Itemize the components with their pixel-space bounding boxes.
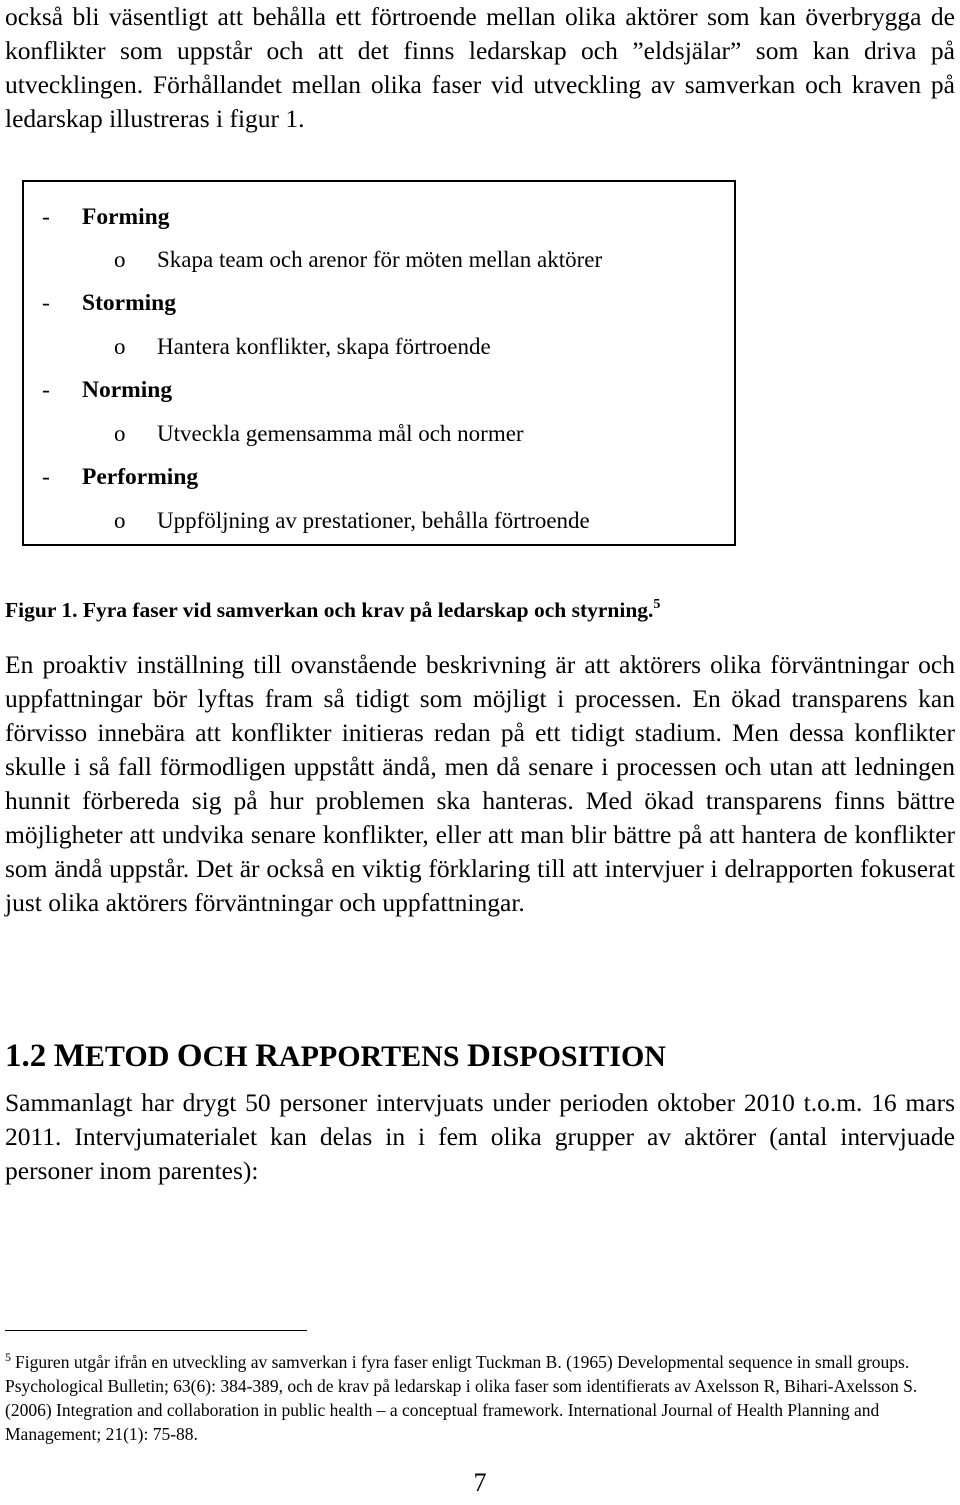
footnote-divider bbox=[5, 1330, 307, 1331]
phase-dash: - bbox=[42, 464, 50, 490]
phase-description: Hantera konflikter, skapa förtroende bbox=[157, 334, 491, 359]
phase-dash: - bbox=[42, 377, 50, 403]
body-paragraph: En proaktiv inställning till ovanstående beskrivning är att aktörers olika förväntningar och uppfattningar bör lyftas fram så tidigt som möjligt i processen. En ökad transparens kan förvisso innebära att konflikter initieras redan på ett tidigt stadium. Men dessa konflikter skulle i så fall förmodligen uppstått ändå, men då senare i processen och utan att ledningen hunnit förbereda sig på hur problemen ska hanteras. Med ökad transparens finns bättre möjligheter att undvika senare konflikter, eller att man blir bättre på att hantera de konflikter som ändå uppstår. Det är också en viktig förklaring till att intervjuer i delrapporten fokuserat just olika aktörers förväntningar och uppfattningar. bbox=[5, 650, 955, 917]
footnote bbox=[5, 1345, 955, 1446]
bullet-marker: o bbox=[114, 421, 126, 446]
phase-name: Storming bbox=[82, 290, 176, 316]
phase-name: Performing bbox=[82, 464, 199, 490]
section-heading bbox=[5, 1036, 666, 1077]
section-number: 1.2 bbox=[5, 1038, 47, 1074]
footnote-text: Figuren utgår ifrån en utveckling av samverkan i fyra faser enligt Tuckman B. (1965) Developmental sequence in small groups. Psychological Bulletin; 63(6): 384-389, och de krav på ledarskap i olika faser som identifierats av Axelsson R, Bihari-Axelsson S. (2006) Integration and collaboration in public health – a conceptual framework. International Journal of Health Planning and Management; 21(1): 75-88. bbox=[5, 1352, 918, 1444]
phase-description: Utveckla gemensamma mål och normer bbox=[157, 421, 524, 446]
heading-part: ISPOSITION bbox=[490, 1040, 666, 1073]
figure-caption-text: Figur 1. Fyra faser vid samverkan och krav på ledarskap och styrning. bbox=[5, 598, 654, 622]
heading-initial: D bbox=[467, 1038, 491, 1074]
bullet-marker: o bbox=[114, 334, 126, 359]
heading-part: CH bbox=[202, 1040, 256, 1073]
heading-initial: O bbox=[176, 1038, 203, 1074]
intro-paragraph: också bli väsentligt att behålla ett förtroende mellan olika aktörer som kan överbrygga de konflikter som uppstår och att det finns ledarskap och ”eldsjälar” som kan driva på utvecklingen. Förhållandet mellan olika faser vid utveckling av samverkan och kraven på ledarskap illustreras i figur 1. bbox=[5, 2, 955, 133]
phase-dash: - bbox=[42, 204, 50, 230]
phase-description: Skapa team och arenor för möten mellan aktörer bbox=[157, 247, 603, 272]
figure-caption bbox=[5, 590, 660, 625]
phase-description: Uppföljning av prestationer, behålla förtroende bbox=[157, 508, 590, 533]
phase-name: Norming bbox=[82, 377, 173, 403]
bullet-marker: o bbox=[114, 247, 126, 272]
heading-part: ETOD bbox=[84, 1040, 177, 1073]
phase-name: Forming bbox=[82, 204, 170, 230]
phase-dash: - bbox=[42, 290, 50, 316]
heading-part: APPORTENS bbox=[278, 1040, 468, 1073]
page-number: 7 bbox=[473, 1468, 487, 1497]
heading-initial: R bbox=[255, 1038, 279, 1074]
figure-box bbox=[22, 180, 736, 546]
footnote-mark: 5 bbox=[5, 1350, 11, 1364]
footnote-reference[interactable]: 5 bbox=[653, 597, 661, 612]
section-paragraph: Sammanlagt har drygt 50 personer intervjuats under perioden oktober 2010 t.o.m. 16 mars 2011. Intervjumaterialet kan delas in i fem olika grupper av aktörer (antal intervjuade personer inom parentes): bbox=[5, 1088, 955, 1185]
heading-initial: M bbox=[53, 1038, 85, 1074]
bullet-marker: o bbox=[114, 508, 126, 533]
